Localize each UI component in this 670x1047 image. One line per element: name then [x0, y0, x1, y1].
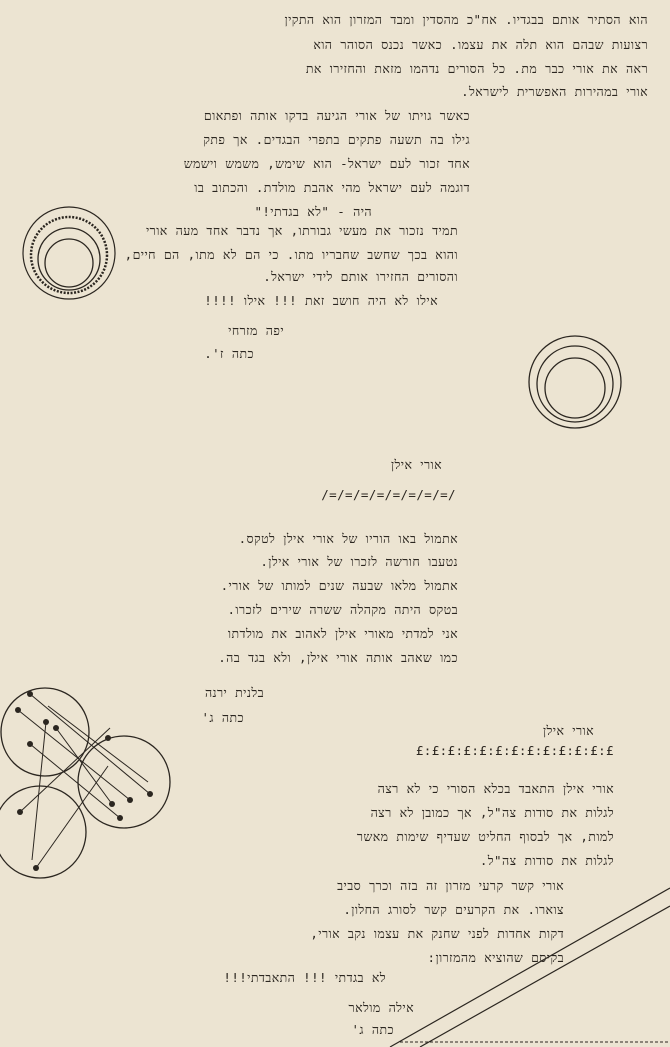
text-line: אורי במהירות האפשרית לישראל. [461, 84, 648, 99]
essay-line: אורי קשר קרעי מזרון זה בזה וכרך סביב [337, 878, 564, 893]
text-line: כאשר גויתו של אורי הגיעה בדקו אותה ופתאום [203, 108, 470, 123]
exclaim-line: אילו לא היה חושב זאת !!! אילו !!!! [204, 293, 438, 308]
poem-divider: /=/=/=/=/=/=/=/=/ [321, 487, 456, 502]
circles-decoration-right [525, 330, 625, 434]
essay-divider: £:£:£:£:£:£:£:£:£:£:£:£:£ [415, 743, 614, 758]
essay-line: למות, אך לבסוף החליט שעדיף שימות מאשר [356, 829, 614, 844]
signature-class: כתה ז'. [204, 346, 254, 361]
exclaim-line: לא בגדתי !!! התאבדתי!!! [223, 970, 386, 985]
network-circles-decoration [0, 682, 175, 887]
text-line: רצועות שבהם הוא תלה את עצמו. כאשר נכנס הסוהר הוא [313, 37, 648, 52]
poem-line: אתמול באו הוריו של אורי אילן לטקס. [238, 531, 458, 546]
poem-line: כמו שאהב אותה אורי אילן, ולא בגד בה. [218, 650, 458, 665]
essay-line: אורי אילן התאבד בכלא הסורי כי לא רצה [377, 781, 614, 796]
essay-line: בקיסם שהוציא מהמזרון: [427, 950, 564, 965]
poem-line: אתמול מלאו שבעה שנים למותו של אורי. [220, 578, 458, 593]
essay-title: אורי אילן [542, 723, 594, 738]
signature-name: בלנית ירנה [204, 685, 264, 700]
poem-line: בטקס היתה מקהלה ששרה שירים לזכרו. [227, 602, 458, 617]
circles-decoration-left [14, 203, 124, 303]
signature-class: כתה ג' [351, 1022, 394, 1037]
text-line: והוא בכך שחשב שחבריו מתו. כי הם לא מתו, הם חיים, [124, 247, 458, 262]
essay-line: לגלות את סודות צה"ל, אך כמובן לא רצה [370, 805, 614, 820]
text-line: גילו בה תשעה פתקים בתפרי הבגדים. אך פתק [203, 132, 470, 147]
text-line: תמיד נזכור את מעשי גבורתו, אך נדבר אחד מעה אורי [145, 223, 458, 238]
essay-line: צוארו. את הקרעים קשר לסורג החלון. [343, 902, 564, 917]
text-line: ראה את אורי כבר מת. כל הסורים נדהמו מזאת והחזירו את [305, 61, 648, 76]
diagonal-lines-decoration [340, 880, 670, 1047]
text-line: דוגמה לעם ישראל מהי אהבת מולדת. והכתוב בו [194, 180, 470, 195]
text-line: אחד זכור לעם ישראל- הוא שימש, משמש וישמש [183, 156, 470, 171]
text-line: הוא הסתיר אותם בבגדיו. אח"כ מהסדין ומבד המזרון הוא התקין [284, 12, 648, 27]
signature-name: אילה מולאר [348, 1000, 414, 1015]
essay-line: לגלות את סודות צה"ל. [479, 853, 614, 868]
text-line: היה - "לא בגדתי!" [254, 204, 372, 219]
poem-line: אני למדתי מאורי אילן לאהוב את מולדתו [227, 626, 458, 641]
signature-class: כתה ג' [201, 710, 244, 725]
poem-line: נטעבו חורשה לזכרו של אורי אילן. [260, 554, 458, 569]
signature-name: יפה מזרחי [228, 323, 284, 338]
essay-line: דקות אחדות לפני שחנק את עצמו נקב אורי, [310, 926, 564, 941]
poem-title: אורי אילן [390, 457, 442, 472]
text-line: והסורים החזירו אותם לידי ישראל. [263, 269, 458, 284]
